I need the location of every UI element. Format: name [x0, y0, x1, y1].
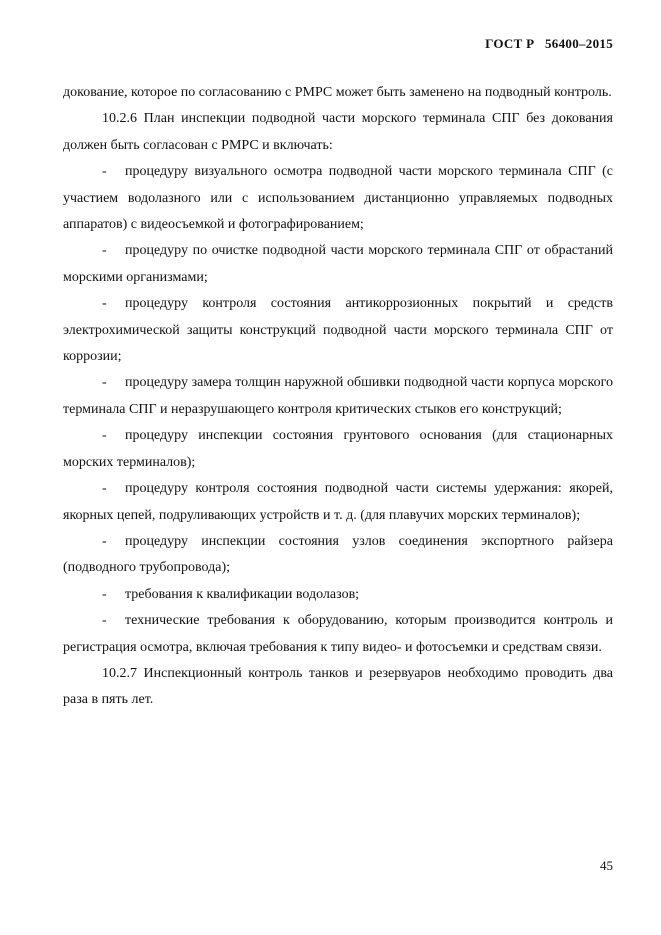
bullet-dash: - [102, 243, 107, 259]
list-item [63, 370, 613, 423]
bullet-dash: - [102, 586, 107, 602]
page-header-doc-id: ГОСТ Р 56400–2015 [485, 36, 613, 51]
bullet-dash: - [102, 375, 107, 391]
list-item [63, 291, 613, 370]
bullet-dash: - [102, 296, 107, 312]
list-item-text: процедуру замера толщин наружной обшивки подводной части корпуса морского терминала СПГ и неразрушающего контроля критических стыков его конструкций; [63, 375, 613, 417]
list-item [63, 529, 613, 582]
list-item-text: процедуру контроля состояния антикоррозионных покрытий и средств электрохимической защиты конструкций подводной части морского терминала СПГ от коррозии; [63, 296, 613, 365]
page-number: 45 [600, 858, 613, 873]
list-item-text: процедуру по очистке подводной части морского терминала СПГ от обрастаний морскими организмами; [63, 243, 613, 285]
paragraph [63, 106, 613, 159]
list-item [63, 423, 613, 476]
bullet-dash: - [102, 428, 107, 444]
body-text [63, 80, 613, 714]
list-item-text: процедуру инспекции состояния узлов соединения экспортного райзера (подводного трубопровода); [63, 533, 613, 576]
list-item-text: процедуру контроля состояния подводной части системы удержания: якорей, якорных цепей, подруливающих устройств и т. д. (для плавучих морских терминалов); [63, 481, 613, 523]
bullet-dash: - [102, 481, 107, 497]
list-item-text: процедуру визуального осмотра подводной части морского терминала СПГ (с участием водолазного или с использованием дистанционно управляемых подводных аппаратов) с видеосъемкой и фотографированием; [63, 164, 613, 233]
list-item-text: технические требования к оборудованию, которым производится контроль и регистрация осмотра, включая требования к типу видео- и фотосъемки и средствам связи. [63, 613, 613, 655]
paragraph-text: 10.2.6 План инспекции подводной части морского терминала СПГ без докования должен быть согласован с РМРС и включать: [63, 111, 613, 153]
list-item [63, 476, 613, 529]
list-item [63, 159, 613, 238]
list-item [63, 582, 613, 608]
paragraph [63, 80, 613, 106]
list-item [63, 608, 613, 661]
bullet-dash: - [102, 533, 107, 549]
paragraph-text: докование, которое по согласованию с РМРС может быть заменено на подводный контроль. [63, 85, 612, 100]
list-item [63, 238, 613, 291]
paragraph [63, 661, 613, 714]
paragraph-text: 10.2.7 Инспекционный контроль танков и резервуаров необходимо проводить два раза в пять лет. [63, 665, 613, 708]
list-item-text: требования к квалификации водолазов; [125, 586, 360, 602]
bullet-dash: - [102, 164, 107, 180]
bullet-dash: - [102, 613, 107, 629]
list-item-text: процедуру инспекции состояния грунтового основания (для стационарных морских терминалов); [63, 428, 613, 470]
